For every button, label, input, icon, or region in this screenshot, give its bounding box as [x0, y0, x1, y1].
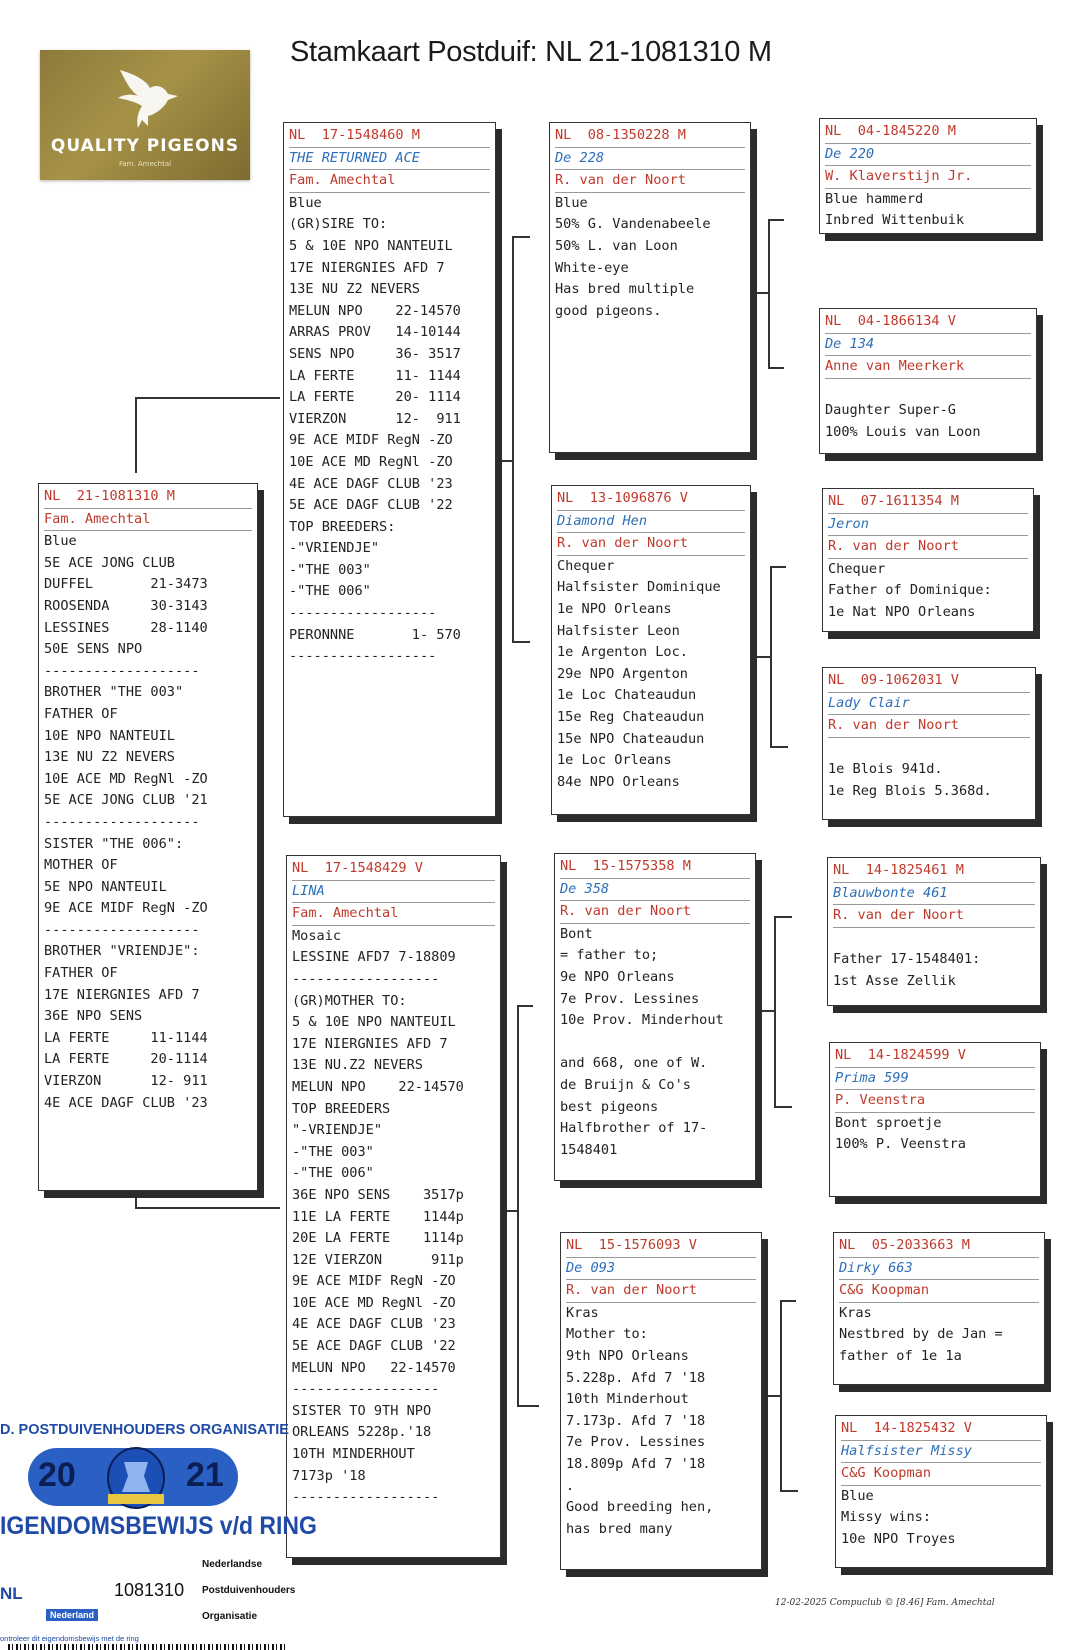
info-line: = father to; — [560, 947, 659, 964]
ring-number: NL 05-2033663 M — [839, 1235, 1039, 1258]
dove-icon — [108, 64, 182, 134]
connector — [752, 292, 769, 294]
info-line: ORLEANS 5228p.'18 — [292, 1424, 432, 1441]
info-line: 29e NPO Argenton — [557, 665, 688, 682]
connector — [497, 460, 513, 462]
owner-name: C&G Koopman — [841, 1463, 1041, 1486]
info-line: 5.228p. Afd 7 '18 — [566, 1369, 706, 1386]
info-line: 9e NPO Orleans — [560, 968, 675, 985]
info-line: ------------------ — [289, 648, 437, 665]
info-line: 36E NPO SENS — [44, 1008, 143, 1025]
pigeon-card-dsd — [829, 1042, 1041, 1197]
info-line: 10e Prov. Minderhout — [560, 1012, 724, 1029]
info-line: Father 17-1548401: — [833, 951, 981, 968]
owner-name: C&G Koopman — [839, 1280, 1039, 1303]
pigeon-card-dss — [827, 857, 1041, 1006]
pigeon-card-sire-dam — [551, 485, 751, 815]
ring-number: NL 15-1575358 M — [560, 856, 750, 879]
pigeon-name: Lady Clair — [828, 693, 1030, 716]
info-line: 7.173p. Afd 7 '18 — [566, 1412, 706, 1429]
info-line: 50E SENS NPO — [44, 641, 143, 658]
connector — [752, 656, 771, 658]
info-line: White-eye — [555, 259, 629, 276]
info-line: Blue hammerd — [825, 190, 924, 207]
ring-number: NL 14-1824599 V — [835, 1045, 1035, 1068]
info-line: -"THE 006" — [292, 1165, 374, 1182]
year-left: 20 — [38, 1456, 76, 1494]
info-line: DUFFEL 21-3473 — [44, 576, 208, 593]
connector — [135, 1207, 280, 1209]
info-line: (GR)MOTHER TO: — [292, 992, 407, 1009]
info-line: MELUN NPO 22-14570 — [289, 302, 461, 319]
info-line: 12E VIERZON 911p — [292, 1251, 464, 1268]
info-line: 17E NIERGNIES AFD 7 — [44, 986, 200, 1003]
npo-line: Nederlandse — [202, 1559, 263, 1570]
owner-name: P. Veenstra — [835, 1090, 1035, 1113]
info-line: (GR)SIRE TO: — [289, 216, 388, 233]
info-line: Blue — [44, 533, 77, 550]
connector — [770, 746, 788, 748]
info-line: LA FERTE 20-1114 — [44, 1051, 208, 1068]
connector — [517, 1005, 533, 1007]
pigeon-name: Diamond Hen — [557, 511, 745, 534]
info-line: ARRAS PROV 14-10144 — [289, 324, 461, 341]
info-line: Bont — [560, 925, 593, 942]
pigeon-name: Halfsister Missy — [841, 1441, 1041, 1464]
logo-subtext: Fam. Amechtal — [118, 160, 172, 168]
ring-number: NL 13-1096876 V — [557, 488, 745, 511]
info-line: 5E NPO NANTEUIL — [44, 878, 167, 895]
info-line: Inbred Wittenbuik — [825, 212, 965, 229]
info-line: Mosaic — [292, 927, 342, 944]
pigeon-card-dam-sire — [554, 853, 756, 1181]
info-line: 18.809p Afd 7 '18 — [566, 1455, 706, 1472]
pigeon-name: De 358 — [560, 879, 750, 902]
info-line: SENS NPO 36- 3517 — [289, 345, 461, 362]
owner-name: Fam. Amechtal — [44, 509, 252, 532]
ownership-banner: IGENDOMSBEWIJS v/d RING — [0, 1512, 317, 1540]
connector — [770, 566, 786, 568]
info-line: Halfbrother of 17- — [560, 1120, 708, 1137]
info-line: 4E ACE DAGF CLUB '23 — [44, 1094, 208, 1111]
owner-name: R. van der Noort — [833, 905, 1035, 928]
info-line: -"THE 006" — [289, 583, 371, 600]
info-line: Halfsister Leon — [557, 622, 680, 639]
info-line: LESSINES 28-1140 — [44, 619, 208, 636]
npo-acronym — [202, 1552, 295, 1630]
info-line: 13E NU Z2 NEVERS — [289, 281, 420, 298]
ring-number: NL 04-1845220 M — [825, 121, 1031, 144]
info-line: ROOSENDA 30-3143 — [44, 597, 208, 614]
info-line: Missy wins: — [841, 1509, 932, 1526]
info-line: LESSINE AFD7 7-18809 — [292, 949, 456, 966]
pigeon-card-sire-sire — [549, 122, 751, 453]
pigeon-card-sss — [819, 118, 1037, 234]
ring-number: NL 14-1825432 V — [841, 1418, 1041, 1441]
connector — [512, 236, 514, 641]
info-line: ------------------ — [292, 1381, 440, 1398]
info-line: 7173p '18 — [292, 1467, 366, 1484]
info-line: SISTER TO 9TH NPO — [292, 1402, 432, 1419]
info-line: MOTHER OF — [44, 857, 118, 874]
info-line: ------------------- — [44, 813, 200, 830]
owner-name: Fam. Amechtal — [292, 903, 495, 926]
info-line: MELUN NPO 22-14570 — [292, 1078, 464, 1095]
pigeon-card-subject — [38, 483, 258, 1191]
info-line: Daughter Super-G — [825, 402, 956, 419]
connector — [768, 367, 784, 369]
connector — [763, 1395, 781, 1397]
info-line: Father of Dominique: — [828, 582, 992, 599]
info-line: 10E ACE MD RegNl -ZO — [289, 453, 453, 470]
connector — [517, 1405, 539, 1407]
info-line: Bont sproetje — [835, 1114, 942, 1131]
ring-number: NL 09-1062031 V — [828, 670, 1030, 693]
info-line: -"VRIENDJE" — [289, 540, 380, 557]
ring-number: 1081310 — [114, 1580, 185, 1600]
info-line: ------------------ — [292, 1489, 440, 1506]
info-line: Chequer — [557, 557, 615, 574]
info-line: Blue — [555, 194, 588, 211]
info-line: 9th NPO Orleans — [566, 1347, 689, 1364]
owner-name: Fam. Amechtal — [289, 170, 490, 193]
info-line: 15e Reg Chateaudun — [557, 708, 705, 725]
info-line: -"THE 003" — [292, 1143, 374, 1160]
owner-name: Anne van Meerkerk — [825, 356, 1031, 379]
info-line — [825, 379, 1031, 401]
pigeon-name: THE RETURNED ACE — [289, 148, 490, 171]
info-line: MELUN NPO 22-14570 — [292, 1359, 456, 1376]
info-line: 10E NPO NANTEUIL — [44, 727, 175, 744]
year-right: 21 — [186, 1456, 224, 1494]
info-line: Blue — [289, 194, 322, 211]
info-line: 50% G. Vandenabeele — [555, 216, 711, 233]
info-line: 17E NIERGNIES AFD 7 — [289, 259, 445, 276]
pigeon-card-ssd — [819, 308, 1037, 454]
pigeon-card-dam — [286, 855, 501, 1558]
pigeon-name: De 134 — [825, 334, 1031, 357]
info-line: SISTER "THE 006": — [44, 835, 184, 852]
info-line: 9E ACE MIDF RegN -ZO — [292, 1273, 456, 1290]
info-line: and 668, one of W. — [560, 1055, 708, 1072]
connector — [502, 1210, 518, 1212]
info-line: TOP BREEDERS: — [289, 518, 396, 535]
info-line: Chequer — [828, 560, 886, 577]
info-line: de Bruijn & Co's — [560, 1076, 691, 1093]
pigeon-name: Jeron — [828, 514, 1028, 537]
info-line: 10e NPO Troyes — [841, 1530, 956, 1547]
pigeon-card-sds — [822, 488, 1034, 632]
pigeon-name: De 228 — [555, 148, 745, 171]
info-line: 5E ACE JONG CLUB '21 — [44, 792, 208, 809]
info-line: 100% P. Veenstra — [835, 1136, 966, 1153]
info-line: 9E ACE MIDF RegN -ZO — [289, 432, 453, 449]
info-line: 1e Reg Blois 5.368d. — [828, 782, 992, 799]
info-line: good pigeons. — [555, 302, 662, 319]
ring-number: NL 21-1081310 M — [44, 486, 252, 509]
info-line: 4E ACE DAGF CLUB '23 — [292, 1316, 456, 1333]
info-line: 11E LA FERTE 1144p — [292, 1208, 464, 1225]
info-line: 1e Loc Chateaudun — [557, 687, 697, 704]
info-line: Mother to: — [566, 1326, 648, 1343]
pigeon-card-dds — [833, 1232, 1045, 1385]
info-line: 9E ACE MIDF RegN -ZO — [44, 900, 208, 917]
pigeon-name: Prima 599 — [835, 1068, 1035, 1091]
ring-certificate — [0, 1412, 317, 1650]
info-line: 50% L. van Loon — [555, 237, 678, 254]
info-line: 20E LA FERTE 1114p — [292, 1230, 464, 1247]
owner-name: W. Klaverstijn Jr. — [825, 166, 1031, 189]
pigeon-name: LINA — [292, 881, 495, 904]
info-line: FATHER OF — [44, 705, 118, 722]
info-line: 1e Blois 941d. — [828, 761, 943, 778]
info-line: 1e Loc Orleans — [557, 752, 672, 769]
owner-name: R. van der Noort — [557, 533, 745, 556]
pigeon-card-ddd — [835, 1415, 1047, 1568]
connector — [512, 236, 530, 238]
info-line: ------------------ — [292, 970, 440, 987]
country-box: Nederland — [46, 1609, 98, 1621]
control-text: ontroleer dit eigendomsbewijs met de ring — [0, 1634, 139, 1643]
ring-number: NL 15-1576093 V — [566, 1235, 756, 1258]
quality-pigeons-logo — [40, 50, 250, 180]
npo-line: Postduivenhouders — [202, 1585, 296, 1596]
info-line: 5E ACE DAGF CLUB '22 — [292, 1338, 456, 1355]
info-line: 7e Prov. Lessines — [566, 1434, 706, 1451]
info-line: VIERZON 12- 911 — [289, 410, 461, 427]
info-line: LA FERTE 20- 1114 — [289, 389, 461, 406]
info-line: 100% Louis van Loon — [825, 423, 981, 440]
info-line: 1e Nat NPO Orleans — [828, 603, 976, 620]
info-line: 1st Asse Zellik — [833, 972, 956, 989]
info-line — [560, 1032, 750, 1054]
info-line: 10E ACE MD RegNl -ZO — [44, 770, 208, 787]
info-line: "-VRIENDJE" — [292, 1122, 383, 1139]
info-line: 5E ACE JONG CLUB — [44, 554, 175, 571]
info-line: 5 & 10E NPO NANTEUIL — [292, 1014, 456, 1031]
info-line: Blue — [841, 1487, 874, 1504]
ring-number: NL 14-1825461 M — [833, 860, 1035, 883]
info-line: VIERZON 12- 911 — [44, 1073, 208, 1090]
ring-number: NL 07-1611354 M — [828, 491, 1028, 514]
info-line: ------------------ — [289, 605, 437, 622]
pigeon-name: De 093 — [566, 1258, 756, 1281]
info-line: 10th Minderhout — [566, 1391, 689, 1408]
pigeon-name: Dirky 663 — [839, 1258, 1039, 1281]
info-line: ------------------- — [44, 921, 200, 938]
info-line: TOP BREEDERS — [292, 1100, 391, 1117]
organisation-name: D. POSTDUIVENHOUDERS ORGANISATIE — [0, 1422, 289, 1438]
info-line: . — [566, 1477, 575, 1494]
info-line: 4E ACE DAGF CLUB '23 — [289, 475, 453, 492]
info-line: Nestbred by de Jan = — [839, 1326, 1003, 1343]
page-title: Stamkaart Postduif: NL 21-1081310 M — [290, 36, 772, 68]
info-line: best pigeons — [560, 1098, 659, 1115]
info-line: 1e NPO Orleans — [557, 600, 672, 617]
ring-country: NL — [0, 1584, 23, 1603]
info-line: Good breeding hen, — [566, 1499, 714, 1516]
info-line: father of 1e 1a — [839, 1347, 962, 1364]
info-line: 15e NPO Chateaudun — [557, 730, 705, 747]
info-line: BROTHER "VRIENDJE": — [44, 943, 200, 960]
ring-number: NL 17-1548460 M — [289, 125, 490, 148]
connector — [757, 1010, 775, 1012]
info-line: 7e Prov. Lessines — [560, 990, 700, 1007]
info-line: FATHER OF — [44, 965, 118, 982]
connector — [780, 1300, 796, 1302]
info-line: Kras — [839, 1304, 872, 1321]
info-line: 13E NU.Z2 NEVERS — [292, 1057, 423, 1074]
info-line: Kras — [566, 1304, 599, 1321]
info-line: has bred many — [566, 1520, 673, 1537]
connector — [517, 1005, 519, 1405]
info-line: 1548401 — [560, 1141, 618, 1158]
owner-name: R. van der Noort — [828, 715, 1030, 738]
footer-text: 12-02-2025 Compuclub © [8.46] Fam. Amechtal — [775, 1598, 995, 1608]
connector — [774, 1106, 792, 1108]
pigeon-name: De 220 — [825, 144, 1031, 167]
ring-number: NL 17-1548429 V — [292, 858, 495, 881]
barcode — [8, 1644, 288, 1650]
info-line: 10E ACE MD RegNl -ZO — [292, 1294, 456, 1311]
info-line: 5E ACE DAGF CLUB '22 — [289, 497, 453, 514]
info-line: BROTHER "THE 003" — [44, 684, 184, 701]
info-line: ------------------- — [44, 662, 200, 679]
owner-name: R. van der Noort — [560, 901, 750, 924]
connector — [135, 397, 280, 399]
info-line: LA FERTE 11- 1144 — [289, 367, 461, 384]
info-line: 13E NU Z2 NEVERS — [44, 749, 175, 766]
ring-number: NL 08-1350228 M — [555, 125, 745, 148]
info-line — [828, 738, 1030, 760]
info-line: 5 & 10E NPO NANTEUIL — [289, 237, 453, 254]
connector — [512, 641, 530, 643]
info-line: Halfsister Dominique — [557, 579, 721, 596]
info-line: Has bred multiple — [555, 281, 695, 298]
info-line: PERONNNE 1- 570 — [289, 626, 461, 643]
info-line: 84e NPO Orleans — [557, 773, 680, 790]
ring-number: NL 04-1866134 V — [825, 311, 1031, 334]
logo-text: QUALITY PIGEONS — [50, 136, 240, 156]
owner-name: R. van der Noort — [555, 170, 745, 193]
lion-emblem-icon — [96, 1442, 176, 1512]
connector — [780, 1490, 798, 1492]
connector — [768, 219, 784, 221]
info-line — [833, 928, 1035, 950]
connector — [135, 397, 137, 473]
info-line: 17E NIERGNIES AFD 7 — [292, 1035, 448, 1052]
info-line: 10TH MINDERHOUT — [292, 1446, 415, 1463]
owner-name: R. van der Noort — [566, 1280, 756, 1303]
pigeon-card-sdd — [822, 667, 1036, 820]
info-line: 36E NPO SENS 3517p — [292, 1186, 464, 1203]
owner-name: R. van der Noort — [828, 536, 1028, 559]
info-line: -"THE 003" — [289, 561, 371, 578]
pigeon-name: Blauwbonte 461 — [833, 883, 1035, 906]
pigeon-card-sire — [283, 122, 496, 817]
info-line: 1e Argenton Loc. — [557, 644, 688, 661]
connector — [774, 916, 792, 918]
npo-line: Organisatie — [202, 1611, 258, 1622]
pigeon-card-dam-dam — [560, 1232, 762, 1570]
info-line: LA FERTE 11-1144 — [44, 1029, 208, 1046]
